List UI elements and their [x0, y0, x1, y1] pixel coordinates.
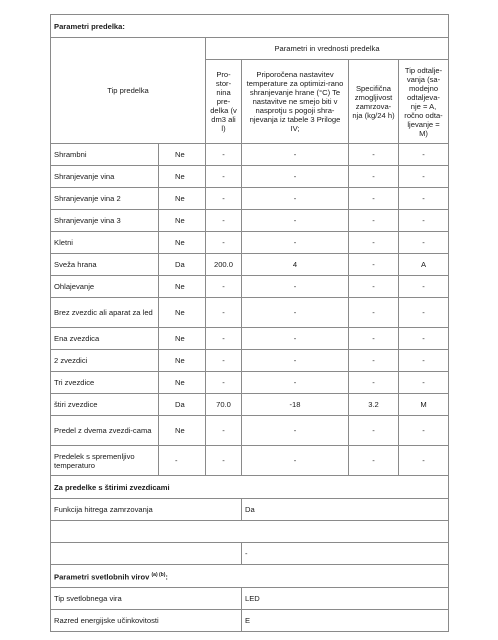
compartment-row	[51, 276, 449, 298]
compartment-defrost-type: -	[399, 350, 449, 372]
compartment-volume: -	[206, 328, 242, 350]
compartment-volume: -	[206, 166, 242, 188]
compartment-defrost-type: -	[399, 298, 449, 328]
compartment-temperature: -	[242, 210, 349, 232]
compartment-temperature: -	[242, 232, 349, 254]
col-header-defrost-type: Tip odtalje-vanja (sa-modejno odtaljeva-nje = A, ročno odta-ljevanje = M)	[399, 60, 449, 144]
compartment-defrost-type: -	[399, 416, 449, 446]
compartment-row	[51, 166, 449, 188]
compartment-name: Predelek s spremenljivo temperaturo	[51, 446, 159, 476]
compartment-present: -	[159, 446, 206, 476]
blank-row	[51, 521, 449, 543]
compartment-freezing-capacity: -	[349, 372, 399, 394]
compartment-volume: -	[206, 232, 242, 254]
product-info-table	[50, 14, 449, 632]
col-header-temperature: Priporočena nastavitev temperature za optimizi-rano shranjevanje hrane (°C) Te nastavitve ne smejo biti v nasprotju s pogoji shra-njevanja iz tabele 3 Priloge IV;	[242, 60, 349, 144]
compartment-present: Ne	[159, 416, 206, 446]
blank-label-cell	[51, 543, 242, 565]
section-title-light-source: Parametri svetlobnih virov $^{(a) (b)}$:	[51, 565, 449, 588]
compartment-name: Ena zvezdica	[51, 328, 159, 350]
compartment-temperature: -18	[242, 394, 349, 416]
compartment-volume: -	[206, 446, 242, 476]
compartment-row	[51, 446, 449, 476]
compartment-name: Shranjevanje vina 3	[51, 210, 159, 232]
compartment-volume: 200.0	[206, 254, 242, 276]
fast-freeze-value: Da	[242, 499, 449, 521]
compartment-freezing-capacity: -	[349, 350, 399, 372]
compartment-defrost-type: -	[399, 210, 449, 232]
compartment-temperature: -	[242, 188, 349, 210]
compartment-freezing-capacity: -	[349, 232, 399, 254]
compartment-name: Predel z dvema zvezdi-cama	[51, 416, 159, 446]
compartment-volume: -	[206, 188, 242, 210]
compartment-freezing-capacity: -	[349, 446, 399, 476]
compartment-present: Ne	[159, 298, 206, 328]
col-header-compartment-type: Tip predelka	[51, 38, 206, 144]
compartment-defrost-type: -	[399, 232, 449, 254]
light-source-footnote-refs: (a) (b)	[151, 571, 166, 578]
compartment-present: Ne	[159, 210, 206, 232]
compartment-name: 2 zvezdici	[51, 350, 159, 372]
compartment-row	[51, 232, 449, 254]
section-title-four-star: Za predelke s štirimi zvezdicami	[51, 476, 449, 499]
compartment-row	[51, 394, 449, 416]
compartment-present: Ne	[159, 166, 206, 188]
section-title-compartment-params: Parametri predelka:	[51, 15, 449, 38]
compartment-temperature: -	[242, 446, 349, 476]
blank-value-cell: -	[242, 543, 449, 565]
compartment-volume: -	[206, 298, 242, 328]
compartment-row	[51, 298, 449, 328]
compartment-row	[51, 328, 449, 350]
compartment-defrost-type: -	[399, 372, 449, 394]
compartment-present: Ne	[159, 188, 206, 210]
compartment-row	[51, 144, 449, 166]
compartment-present: Ne	[159, 350, 206, 372]
compartment-row	[51, 254, 449, 276]
compartment-row	[51, 210, 449, 232]
compartment-present: Ne	[159, 232, 206, 254]
compartment-name: Tri zvezdice	[51, 372, 159, 394]
compartment-name: Brez zvezdic ali aparat za led	[51, 298, 159, 328]
energy-class-value: E	[242, 610, 449, 632]
compartment-name: Kletni	[51, 232, 159, 254]
compartment-defrost-type: -	[399, 328, 449, 350]
energy-class-label: Razred energijske učinkovitosti	[51, 610, 242, 632]
compartment-defrost-type: -	[399, 188, 449, 210]
compartment-temperature: -	[242, 416, 349, 446]
compartment-volume: -	[206, 144, 242, 166]
compartment-volume: -	[206, 350, 242, 372]
compartment-temperature: -	[242, 166, 349, 188]
compartment-temperature: -	[242, 350, 349, 372]
compartment-volume: 70.0	[206, 394, 242, 416]
compartment-freezing-capacity: -	[349, 188, 399, 210]
compartment-freezing-capacity: -	[349, 210, 399, 232]
compartment-freezing-capacity: -	[349, 328, 399, 350]
compartment-row	[51, 350, 449, 372]
compartment-defrost-type: -	[399, 446, 449, 476]
params-values-header: Parametri in vrednosti predelka	[206, 38, 449, 60]
light-type-value: LED	[242, 588, 449, 610]
compartment-row	[51, 372, 449, 394]
compartment-defrost-type: M	[399, 394, 449, 416]
compartment-row	[51, 188, 449, 210]
compartment-defrost-type: A	[399, 254, 449, 276]
compartment-freezing-capacity: -	[349, 298, 399, 328]
compartment-name: Sveža hrana	[51, 254, 159, 276]
compartment-temperature: 4	[242, 254, 349, 276]
compartment-freezing-capacity: 3.2	[349, 394, 399, 416]
compartment-name: Shranjevanje vina 2	[51, 188, 159, 210]
compartment-present: Ne	[159, 276, 206, 298]
col-header-volume: Pro-stor-nina pre-delka (v dm3 ali l)	[206, 60, 242, 144]
compartment-volume: -	[206, 416, 242, 446]
compartment-defrost-type: -	[399, 166, 449, 188]
compartment-freezing-capacity: -	[349, 254, 399, 276]
compartment-present: Da	[159, 254, 206, 276]
compartment-temperature: -	[242, 144, 349, 166]
compartment-name: Ohlajevanje	[51, 276, 159, 298]
compartment-volume: -	[206, 372, 242, 394]
compartment-temperature: -	[242, 328, 349, 350]
compartment-row	[51, 416, 449, 446]
compartment-freezing-capacity: -	[349, 276, 399, 298]
compartment-name: štiri zvezdice	[51, 394, 159, 416]
compartment-present: Ne	[159, 144, 206, 166]
compartment-volume: -	[206, 276, 242, 298]
compartment-temperature: -	[242, 298, 349, 328]
compartment-freezing-capacity: -	[349, 416, 399, 446]
col-header-freezing-capacity: Specifična zmogljivost zamrzova-nja (kg/24 h)	[349, 60, 399, 144]
compartment-defrost-type: -	[399, 276, 449, 298]
compartment-present: Ne	[159, 372, 206, 394]
compartment-temperature: -	[242, 372, 349, 394]
light-type-label: Tip svetlobnega vira	[51, 588, 242, 610]
compartment-freezing-capacity: -	[349, 166, 399, 188]
compartment-temperature: -	[242, 276, 349, 298]
compartment-name: Shrambni	[51, 144, 159, 166]
compartment-name: Shranjevanje vina	[51, 166, 159, 188]
compartment-present: Da	[159, 394, 206, 416]
light-source-title: Parametri svetlobnih virov	[54, 572, 150, 582]
compartment-freezing-capacity: -	[349, 144, 399, 166]
fast-freeze-label: Funkcija hitrega zamrzovanja	[51, 499, 242, 521]
compartment-volume: -	[206, 210, 242, 232]
compartment-present: Ne	[159, 328, 206, 350]
compartment-defrost-type: -	[399, 144, 449, 166]
